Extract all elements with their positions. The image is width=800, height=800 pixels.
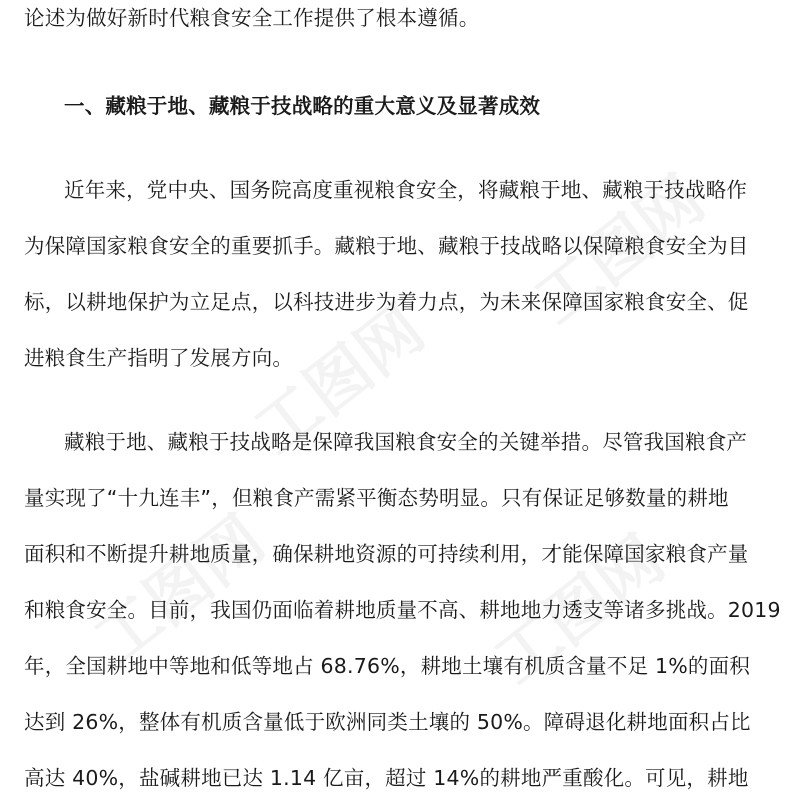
watermark-logo: 工图网 [81,502,279,679]
paragraph-line: 进粮食生产指明了发展方向。 [24,346,294,370]
paragraph-line: 面积和不断提升耕地质量，确保耕地资源的可持续利用，才能保障国家粮食产量 [24,542,749,566]
watermark-logo: 工图网 [521,162,719,339]
watermark-logo: 工图网 [481,522,679,699]
paragraph-line: 近年来，党中央、国务院高度重视粮食安全，将藏粮于地、藏粮于技战略作 [64,178,748,202]
paragraph-line: 为保障国家粮食安全的重要抓手。藏粮于地、藏粮于技战略以保障粮食安全为目 [24,234,749,258]
watermark-logo: 工图网 [241,292,439,469]
paragraph-line: 年，全国耕地中等地和低等地占 68.76%，耕地土壤有机质含量不足 1%的面积 [24,654,751,678]
paragraph-line: 量实现了“十九连丰”，但粮食产需紧平衡态势明显。只有保证足够数量的耕地 [24,486,729,510]
paragraph-line: 高达 40%，盐碱耕地已达 1.14 亿亩，超过 14%的耕地严重酸化。可见，耕地 [24,766,749,790]
paragraph-line: 论述为做好新时代粮食安全工作提供了根本遵循。 [24,6,480,30]
paragraph-line: 达到 26%，整体有机质含量低于欧洲同类土壤的 50%。障碍退化耕地面积占比 [24,710,751,734]
paragraph-line: 藏粮于地、藏粮于技战略是保障我国粮食安全的关键举措。尽管我国粮食产 [64,430,748,454]
paragraph-line: 标，以耕地保护为立足点，以科技进步为着力点，为未来保障国家粮食安全、促 [24,290,749,314]
paragraph-line: 和粮食安全。目前，我国仍面临着耕地质量不高、耕地地力透支等诸多挑战。2019 [24,598,781,622]
section-heading: 一、藏粮于地、藏粮于技战略的重大意义及显著成效 [64,94,541,118]
